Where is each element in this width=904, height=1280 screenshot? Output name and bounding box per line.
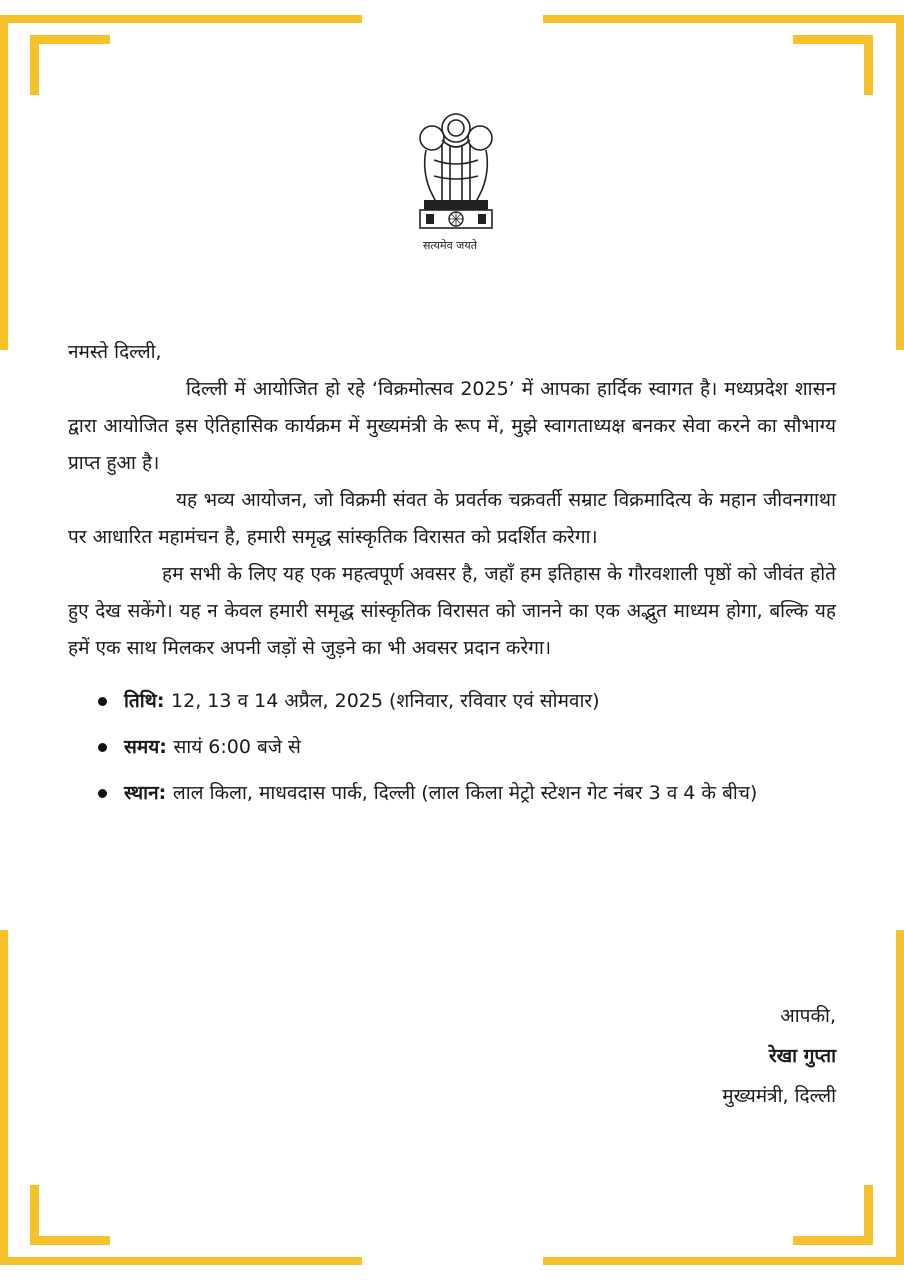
frame-bottom-right-outer-v [896,930,904,1265]
frame-top-left-inner-h [30,35,110,44]
detail-time-value: सायं 6:00 बजे से [173,736,301,758]
paragraph-welcome: दिल्ली में आयोजित हो रहे ‘विक्रमोत्सव 2025’ में आपका हार्दिक स्वागत है। मध्यप्रदेश शासन द्वारा आयोजित इस ऐतिहासिक कार्यक्रम में मुख्यमंत्री के रूप में, मुझे स्वागताध्यक्ष बनकर सेवा करने का सौभाग्य प्राप्त हुआ है। [68,378,836,474]
paragraph-event: यह भव्य आयोजन, जो विक्रमी संवत के प्रवर्तक चक्रवर्ती सम्राट विक्रमादित्य के महान जीवनगाथा पर आधारित महामंचन है, हमारी समृद्ध सांस्कृतिक विरासत को प्रदर्शित करेगा। [68,489,836,548]
detail-date-label: तिथि: [124,690,172,712]
frame-top-right-outer-v [896,15,904,350]
bullet-icon [98,789,107,798]
detail-venue-label: स्थान: [124,782,173,804]
frame-top-right-inner-h [793,35,873,44]
detail-time-label: समय: [124,736,174,758]
frame-bottom-left-inner-h [30,1236,110,1245]
frame-bottom-left-outer-v [0,930,8,1265]
detail-date [68,681,836,721]
frame-bottom-left-inner-v [30,1185,39,1245]
frame-top-left-inner-v [30,35,39,95]
detail-time [68,727,836,767]
frame-top-left-outer-h [0,15,362,23]
emblem-motto: सत्यमेव जयते [422,239,477,252]
detail-date-value: 12, 13 व 14 अप्रैल, 2025 (शनिवार, रविवार एवं सोमवार) [171,690,600,712]
signoff-block [722,996,836,1116]
detail-venue [68,773,836,813]
frame-top-right-outer-h [543,15,904,23]
closing: आपकी, [780,1005,836,1027]
detail-venue-value: लाल किला, माधवदास पार्क, दिल्ली (लाल किला मेट्रो स्टेशन गेट नंबर 3 व 4 के बीच) [172,782,758,804]
frame-bottom-right-inner-v [864,1185,873,1245]
greeting: नमस्ते दिल्ली, [68,341,162,363]
frame-top-left-outer-v [0,15,8,350]
frame-bottom-right-outer-h [543,1257,904,1265]
frame-bottom-left-outer-h [0,1257,362,1265]
event-details-list [68,681,836,813]
paragraph-opportunity: हम सभी के लिए यह एक महत्वपूर्ण अवसर है, जहाँ हम इतिहास के गौरवशाली पृष्ठों को जीवंत होते हुए देख सकेंगे। यह न केवल हमारी समृद्ध सांस्कृतिक विरासत को जानने का एक अद्भुत माध्यम होगा, बल्कि यह हमें एक साथ मिलकर अपनी जड़ों से जुड़ने का भी अवसर प्रदान करेगा। [68,563,836,659]
signatory-name: रेखा गुप्ता [768,1045,836,1067]
bullet-icon [98,743,107,752]
letter-body [68,334,836,819]
frame-bottom-right-inner-h [793,1236,873,1245]
signatory-designation: मुख्यमंत्री, दिल्ली [722,1085,836,1107]
national-emblem-icon [412,110,500,234]
bullet-icon [98,697,107,706]
frame-top-right-inner-v [864,35,873,95]
